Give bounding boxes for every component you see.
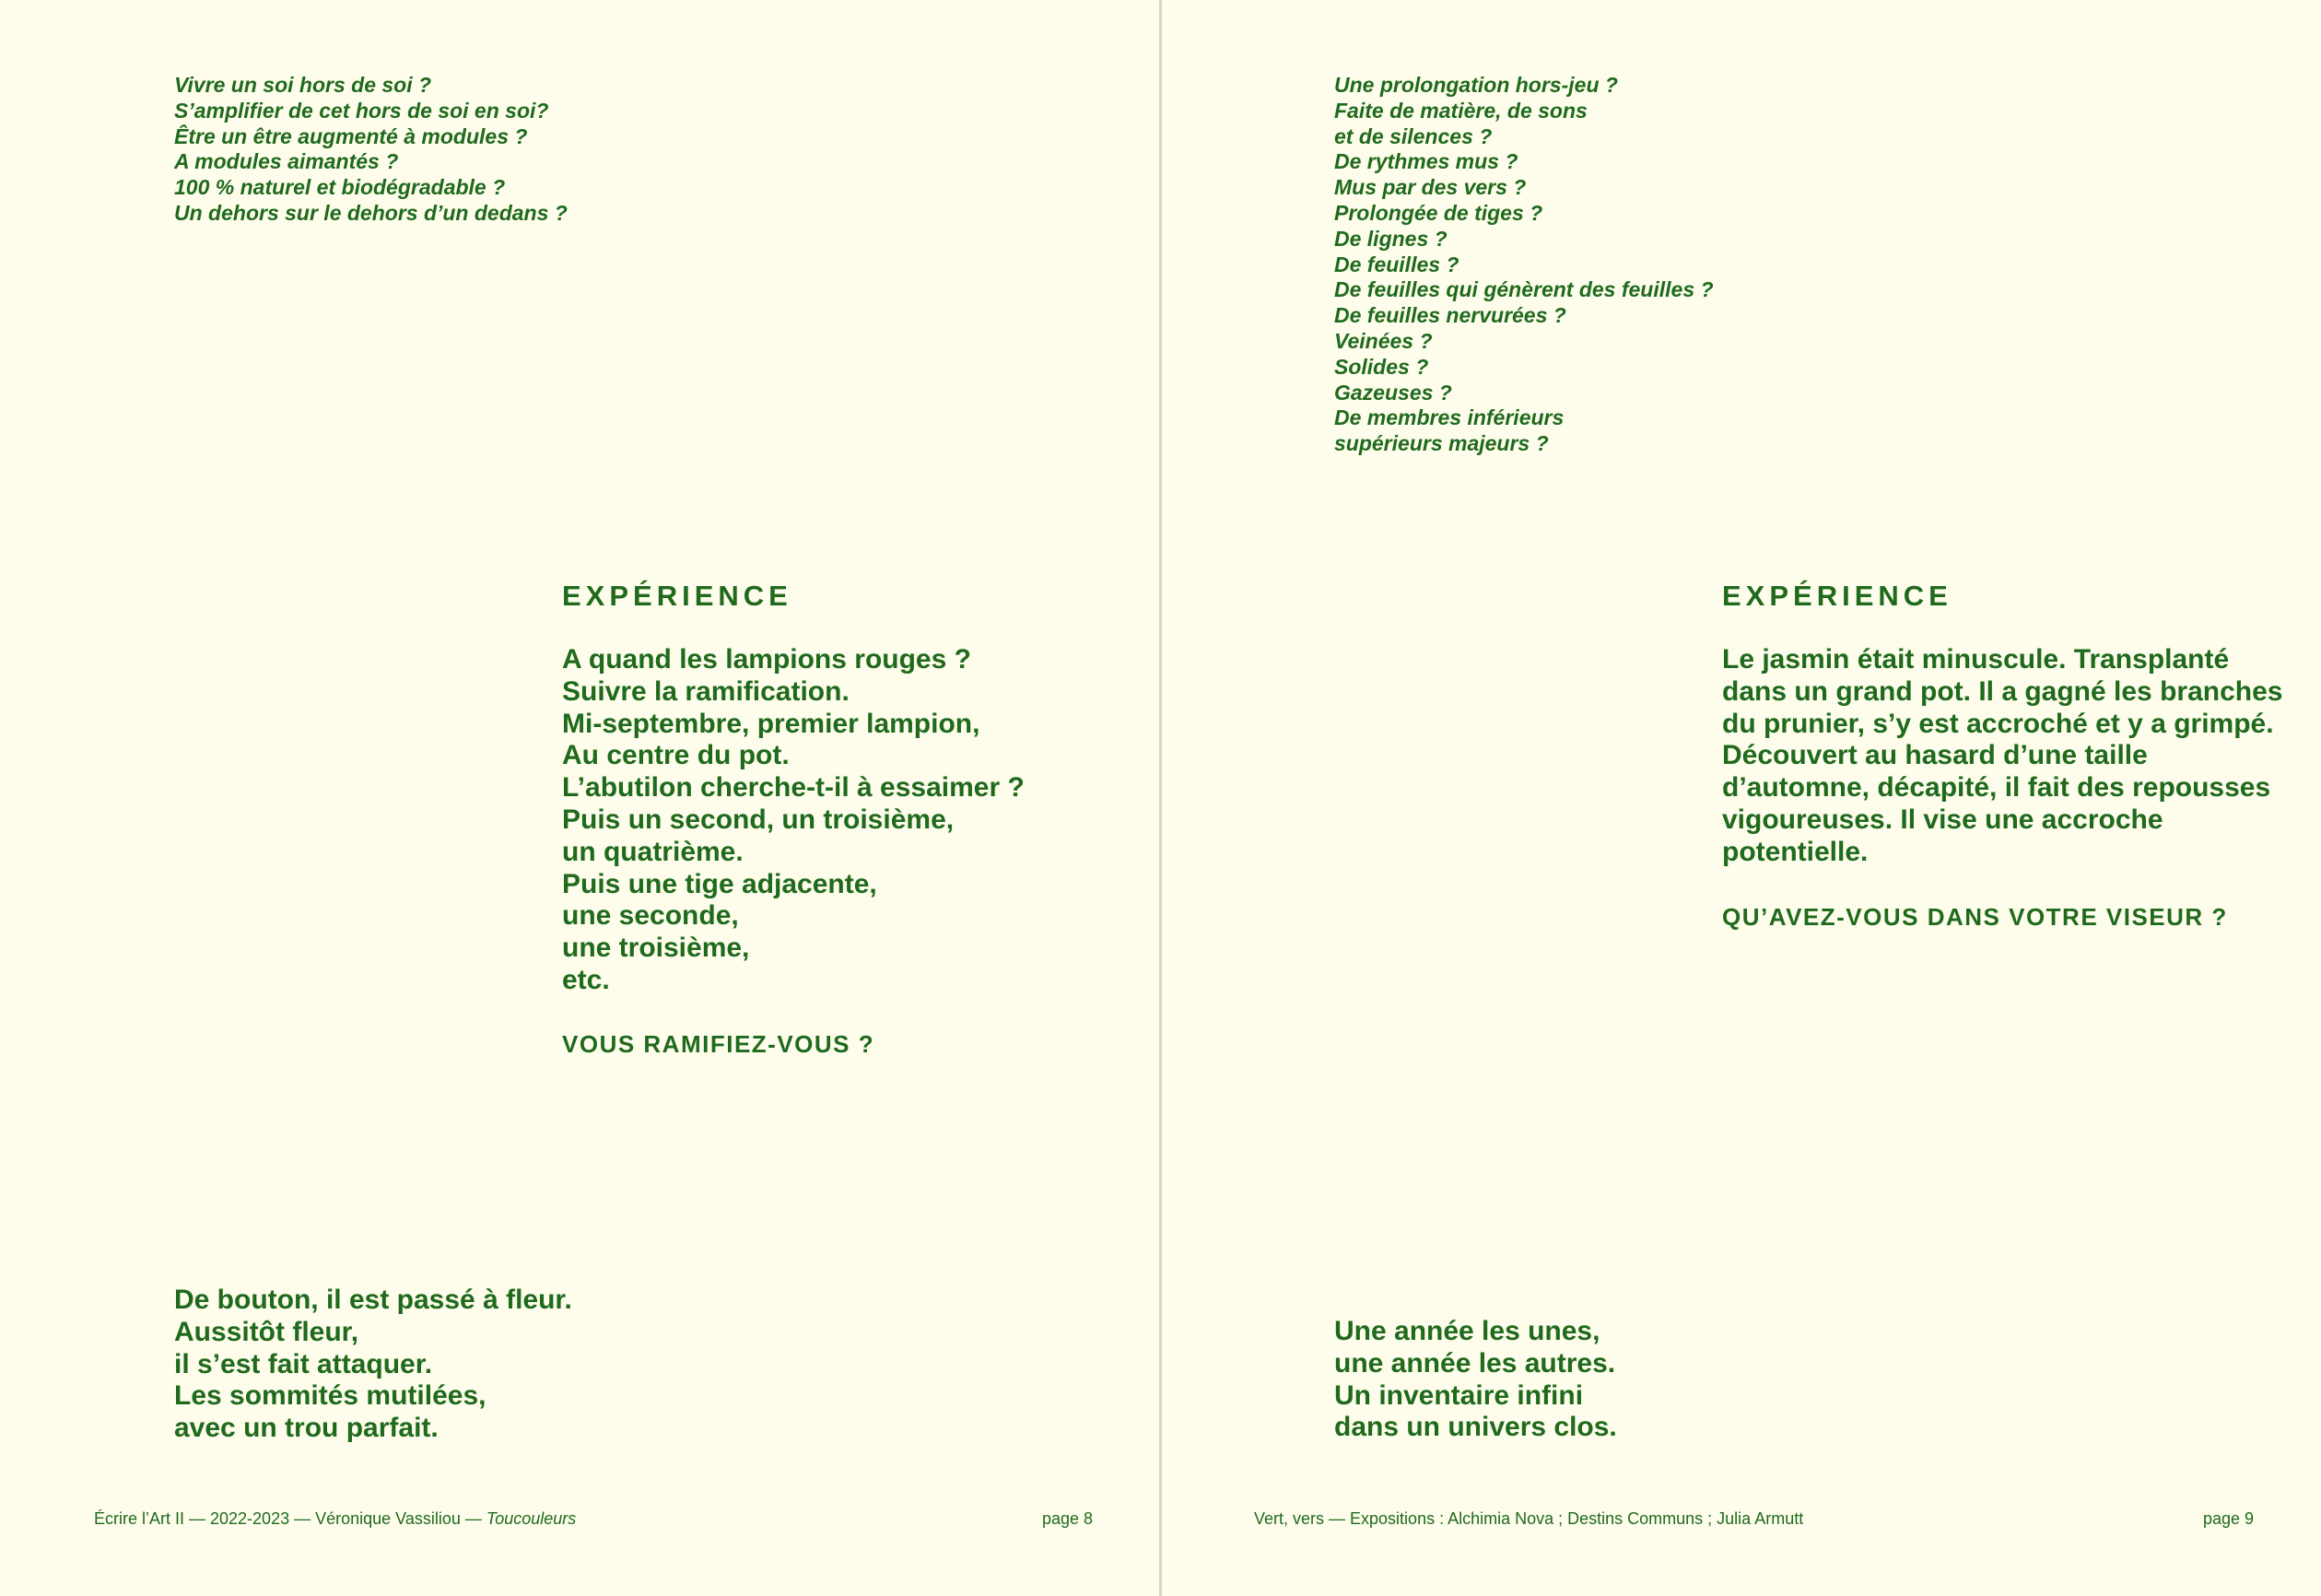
closing-line: Aussitôt fleur, (174, 1316, 359, 1347)
intro-line: Une prolongation hors-jeu ? (1334, 73, 1618, 97)
intro-line: Prolongée de tiges ? (1334, 200, 1543, 225)
right-section-heading: EXPÉRIENCE (1722, 580, 1952, 612)
left-intro-questions (174, 73, 568, 227)
body-line: du prunier, s’y est accroché et y a grimpé. (1722, 708, 2274, 739)
right-question: QU’AVEZ-VOUS DANS VOTRE VISEUR ? (1722, 903, 2228, 931)
intro-line: Veinées ? (1334, 328, 1433, 353)
footer-text: Écrire l’Art II — 2022-2023 — Véronique Vassiliou — (94, 1509, 486, 1528)
intro-line: 100 % naturel et biodégradable ? (174, 175, 506, 200)
body-line: Découvert au hasard d’une taille (1722, 740, 2148, 771)
right-intro-questions (1334, 73, 1714, 457)
intro-line: Solides ? (1334, 354, 1429, 379)
body-line: A quand les lampions rouges ? (562, 644, 971, 675)
closing-line: Une année les unes, (1334, 1316, 1600, 1346)
left-closing-text (174, 1285, 572, 1445)
intro-line: Vivre un soi hors de soi ? (174, 73, 432, 97)
body-line: L’abutilon cherche-t-il à essaimer ? (562, 772, 1025, 804)
intro-line: supérieurs majeurs ? (1334, 431, 1549, 456)
closing-line: dans un univers clos. (1334, 1412, 1617, 1443)
left-page (0, 0, 1159, 1596)
body-line: Au centre du pot. (562, 740, 790, 771)
body-line: une troisième, (562, 933, 750, 964)
closing-line: De bouton, il est passé à fleur. (174, 1285, 572, 1315)
body-line: etc. (562, 964, 610, 995)
closing-line: il s’est fait attaquer. (174, 1348, 433, 1379)
closing-line: une année les autres. (1334, 1347, 1616, 1379)
intro-line: De feuilles qui génèrent des feuilles ? (1334, 277, 1714, 302)
body-line: dans un grand pot. Il a gagné les branches (1722, 675, 2283, 707)
intro-line: De feuilles nervurées ? (1334, 303, 1566, 328)
intro-line: Être un être augmenté à modules ? (174, 123, 528, 148)
body-line: Le jasmin était minuscule. Transplanté (1722, 644, 2230, 675)
closing-line: Les sommités mutilées, (174, 1380, 486, 1412)
closing-line: Un inventaire infini (1334, 1379, 1584, 1411)
intro-line: De rythmes mus ? (1334, 149, 1518, 174)
right-page-number: page 9 (2203, 1509, 2255, 1528)
body-line: d’automne, décapité, il fait des repousses (1722, 772, 2271, 804)
body-line: un quatrième. (562, 836, 744, 867)
intro-line: De lignes ? (1334, 226, 1448, 251)
intro-line: De feuilles ? (1334, 252, 1459, 276)
footer-title: Toucouleurs (486, 1509, 577, 1528)
intro-line: Un dehors sur le dehors d’un dedans ? (174, 200, 568, 225)
intro-line: Mus par des vers ? (1334, 175, 1527, 200)
closing-line: avec un trou parfait. (174, 1413, 439, 1444)
left-body-text (562, 644, 1025, 997)
intro-line: Gazeuses ? (1334, 380, 1452, 405)
body-line: une seconde, (562, 900, 739, 932)
right-page (1162, 0, 2321, 1596)
body-line: Mi-septembre, premier lampion, (562, 708, 980, 739)
body-line: Puis une tige adjacente, (562, 868, 877, 899)
left-section-heading: EXPÉRIENCE (562, 580, 792, 612)
right-body-text (1722, 644, 2282, 869)
intro-line: A modules aimantés ? (174, 149, 399, 174)
intro-line: S’amplifier de cet hors de soi en soi? (174, 98, 549, 123)
right-footer: Vert, vers — Expositions : Alchimia Nova ; Destins Communs ; Julia Armutt (1254, 1509, 1804, 1528)
body-line: Puis un second, un troisième, (562, 804, 955, 835)
left-page-number: page 8 (1042, 1509, 1094, 1528)
body-line: potentielle. (1722, 836, 1869, 867)
body-line: Suivre la ramification. (562, 675, 850, 707)
right-closing-text (1334, 1316, 1617, 1444)
intro-line: Faite de matière, de sons (1334, 98, 1588, 123)
left-question: VOUS RAMIFIEZ-VOUS ? (562, 1030, 875, 1058)
intro-line: et de silences ? (1334, 123, 1493, 148)
body-line: vigoureuses. Il vise une accroche (1722, 804, 2163, 835)
intro-line: De membres inférieurs (1334, 405, 1565, 430)
left-footer (94, 1508, 576, 1529)
